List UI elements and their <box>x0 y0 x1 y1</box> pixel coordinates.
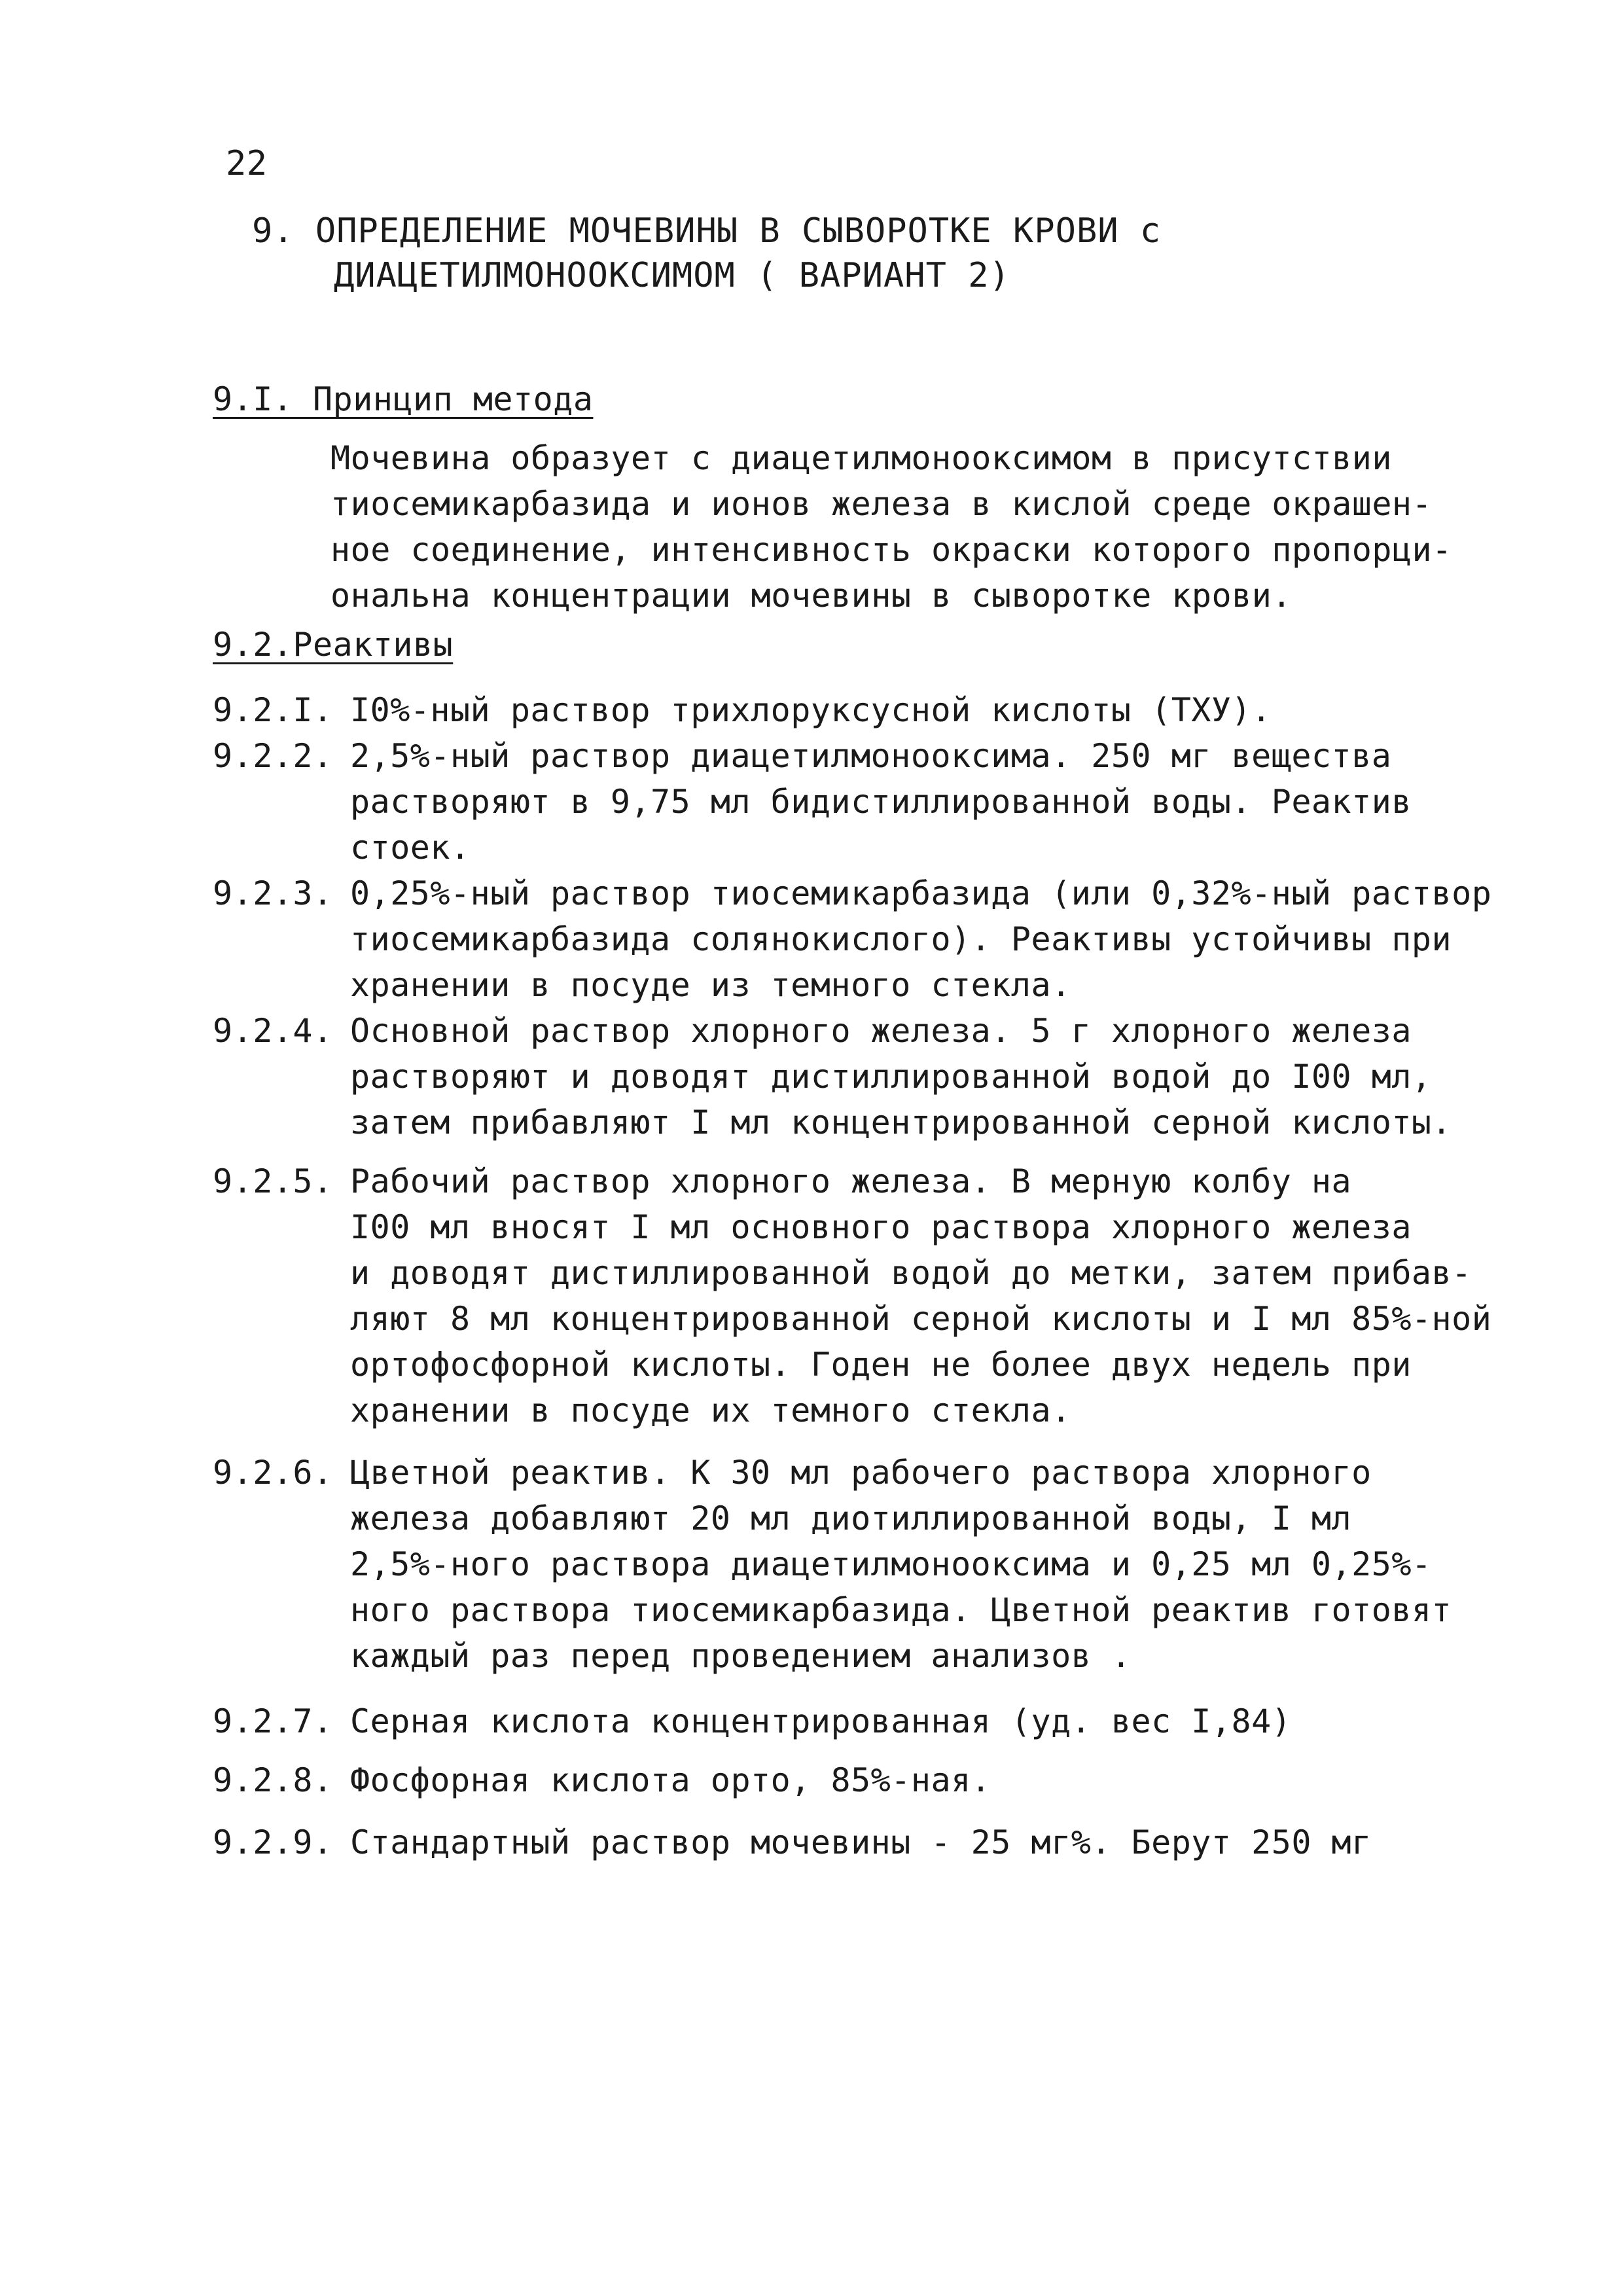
item-line: I00 мл вносят I мл основного раствора хлорного железа <box>350 1208 1412 1246</box>
item-number: 9.2.2. <box>213 737 333 775</box>
item-number: 9.2.8. <box>213 1761 333 1799</box>
item-number: 9.2.9. <box>213 1823 333 1861</box>
item-number: 9.2.5. <box>213 1162 333 1200</box>
item-number: 9.2.3. <box>213 874 333 912</box>
principle-line: тиосемикарбазида и ионов железа в кислой среде окрашен- <box>330 485 1433 523</box>
principle-line: ное соединение, интенсивность окраски которого пропорци- <box>330 531 1452 569</box>
page-number: 22 <box>226 144 268 183</box>
item-line: хранении в посуде из темного стекла. <box>350 966 1071 1004</box>
item-number: 9.2.I. <box>213 691 333 729</box>
item-line: Цветной реактив. К 30 мл рабочего раствора хлорного <box>350 1454 1372 1492</box>
item-line: I0%-ный раствор трихлоруксусной кислоты (ТХУ). <box>350 691 1272 729</box>
item-line: затем прибавляют I мл концентрированной серной кислоты. <box>350 1103 1452 1141</box>
item-line: хранении в посуде их темного стекла. <box>350 1391 1071 1429</box>
item-line: Основной раствор хлорного железа. 5 г хлорного железа <box>350 1012 1412 1050</box>
principle-line: ональна концентрации мочевины в сыворотке крови. <box>330 577 1292 615</box>
item-line: 2,5%-ный раствор диацетилмонооксима. 250 мг вещества <box>350 737 1392 775</box>
item-line: Стандартный раствор мочевины - 25 мг%. Берут 250 мг <box>350 1823 1372 1861</box>
item-line: тиосемикарбазида солянокислого). Реактивы устойчивы при <box>350 920 1452 958</box>
item-number: 9.2.4. <box>213 1012 333 1050</box>
item-line: ортофосфорной кислоты. Годен не более двух недель при <box>350 1346 1412 1384</box>
item-line: Рабочий раствор хлорного железа. В мерную колбу на <box>350 1162 1352 1200</box>
item-line: и доводят дистиллированной водой до метки, затем прибав- <box>350 1254 1472 1292</box>
item-line: железа добавляют 20 мл диотиллированной воды, I мл <box>350 1499 1352 1537</box>
item-line: Серная кислота концентрированная (уд. вес I,84) <box>350 1702 1292 1740</box>
item-line: ного раствора тиосемикарбазида. Цветной реактив готовят <box>350 1591 1452 1629</box>
principle-line: Мочевина образует с диацетилмонооксимом в присутствии <box>330 439 1392 477</box>
item-number: 9.2.7. <box>213 1702 333 1740</box>
section-heading-line-1: 9. ОПРЕДЕЛЕНИЕ МОЧЕВИНЫ В СЫВОРОТКЕ КРОВИ с <box>252 211 1162 251</box>
item-line: каждый раз перед проведением анализов . <box>350 1637 1132 1675</box>
item-number: 9.2.6. <box>213 1454 333 1492</box>
item-line: 2,5%-ного раствора диацетилмонооксима и 0,25 мл 0,25%- <box>350 1545 1432 1583</box>
item-line: растворяют и доводят дистиллированной водой до I00 мл, <box>350 1058 1432 1096</box>
section-heading-line-2: ДИАЦЕТИЛМОНООКСИМОМ ( ВАРИАНТ 2) <box>334 256 1010 295</box>
subsection-title-reagents: 9.2.Реактивы <box>213 626 454 664</box>
subsection-title-principle: 9.I. Принцип метода <box>213 380 594 418</box>
item-line: растворяют в 9,75 мл бидистиллированной воды. Реактив <box>350 783 1412 821</box>
item-line: ляют 8 мл концентрированной серной кислоты и I мл 85%-ной <box>350 1300 1492 1338</box>
item-line: Фосфорная кислота орто, 85%-ная. <box>350 1761 991 1799</box>
item-line: 0,25%-ный раствор тиосемикарбазида (или 0,32%-ный раствор <box>350 874 1492 912</box>
item-line: стоек. <box>350 829 471 867</box>
